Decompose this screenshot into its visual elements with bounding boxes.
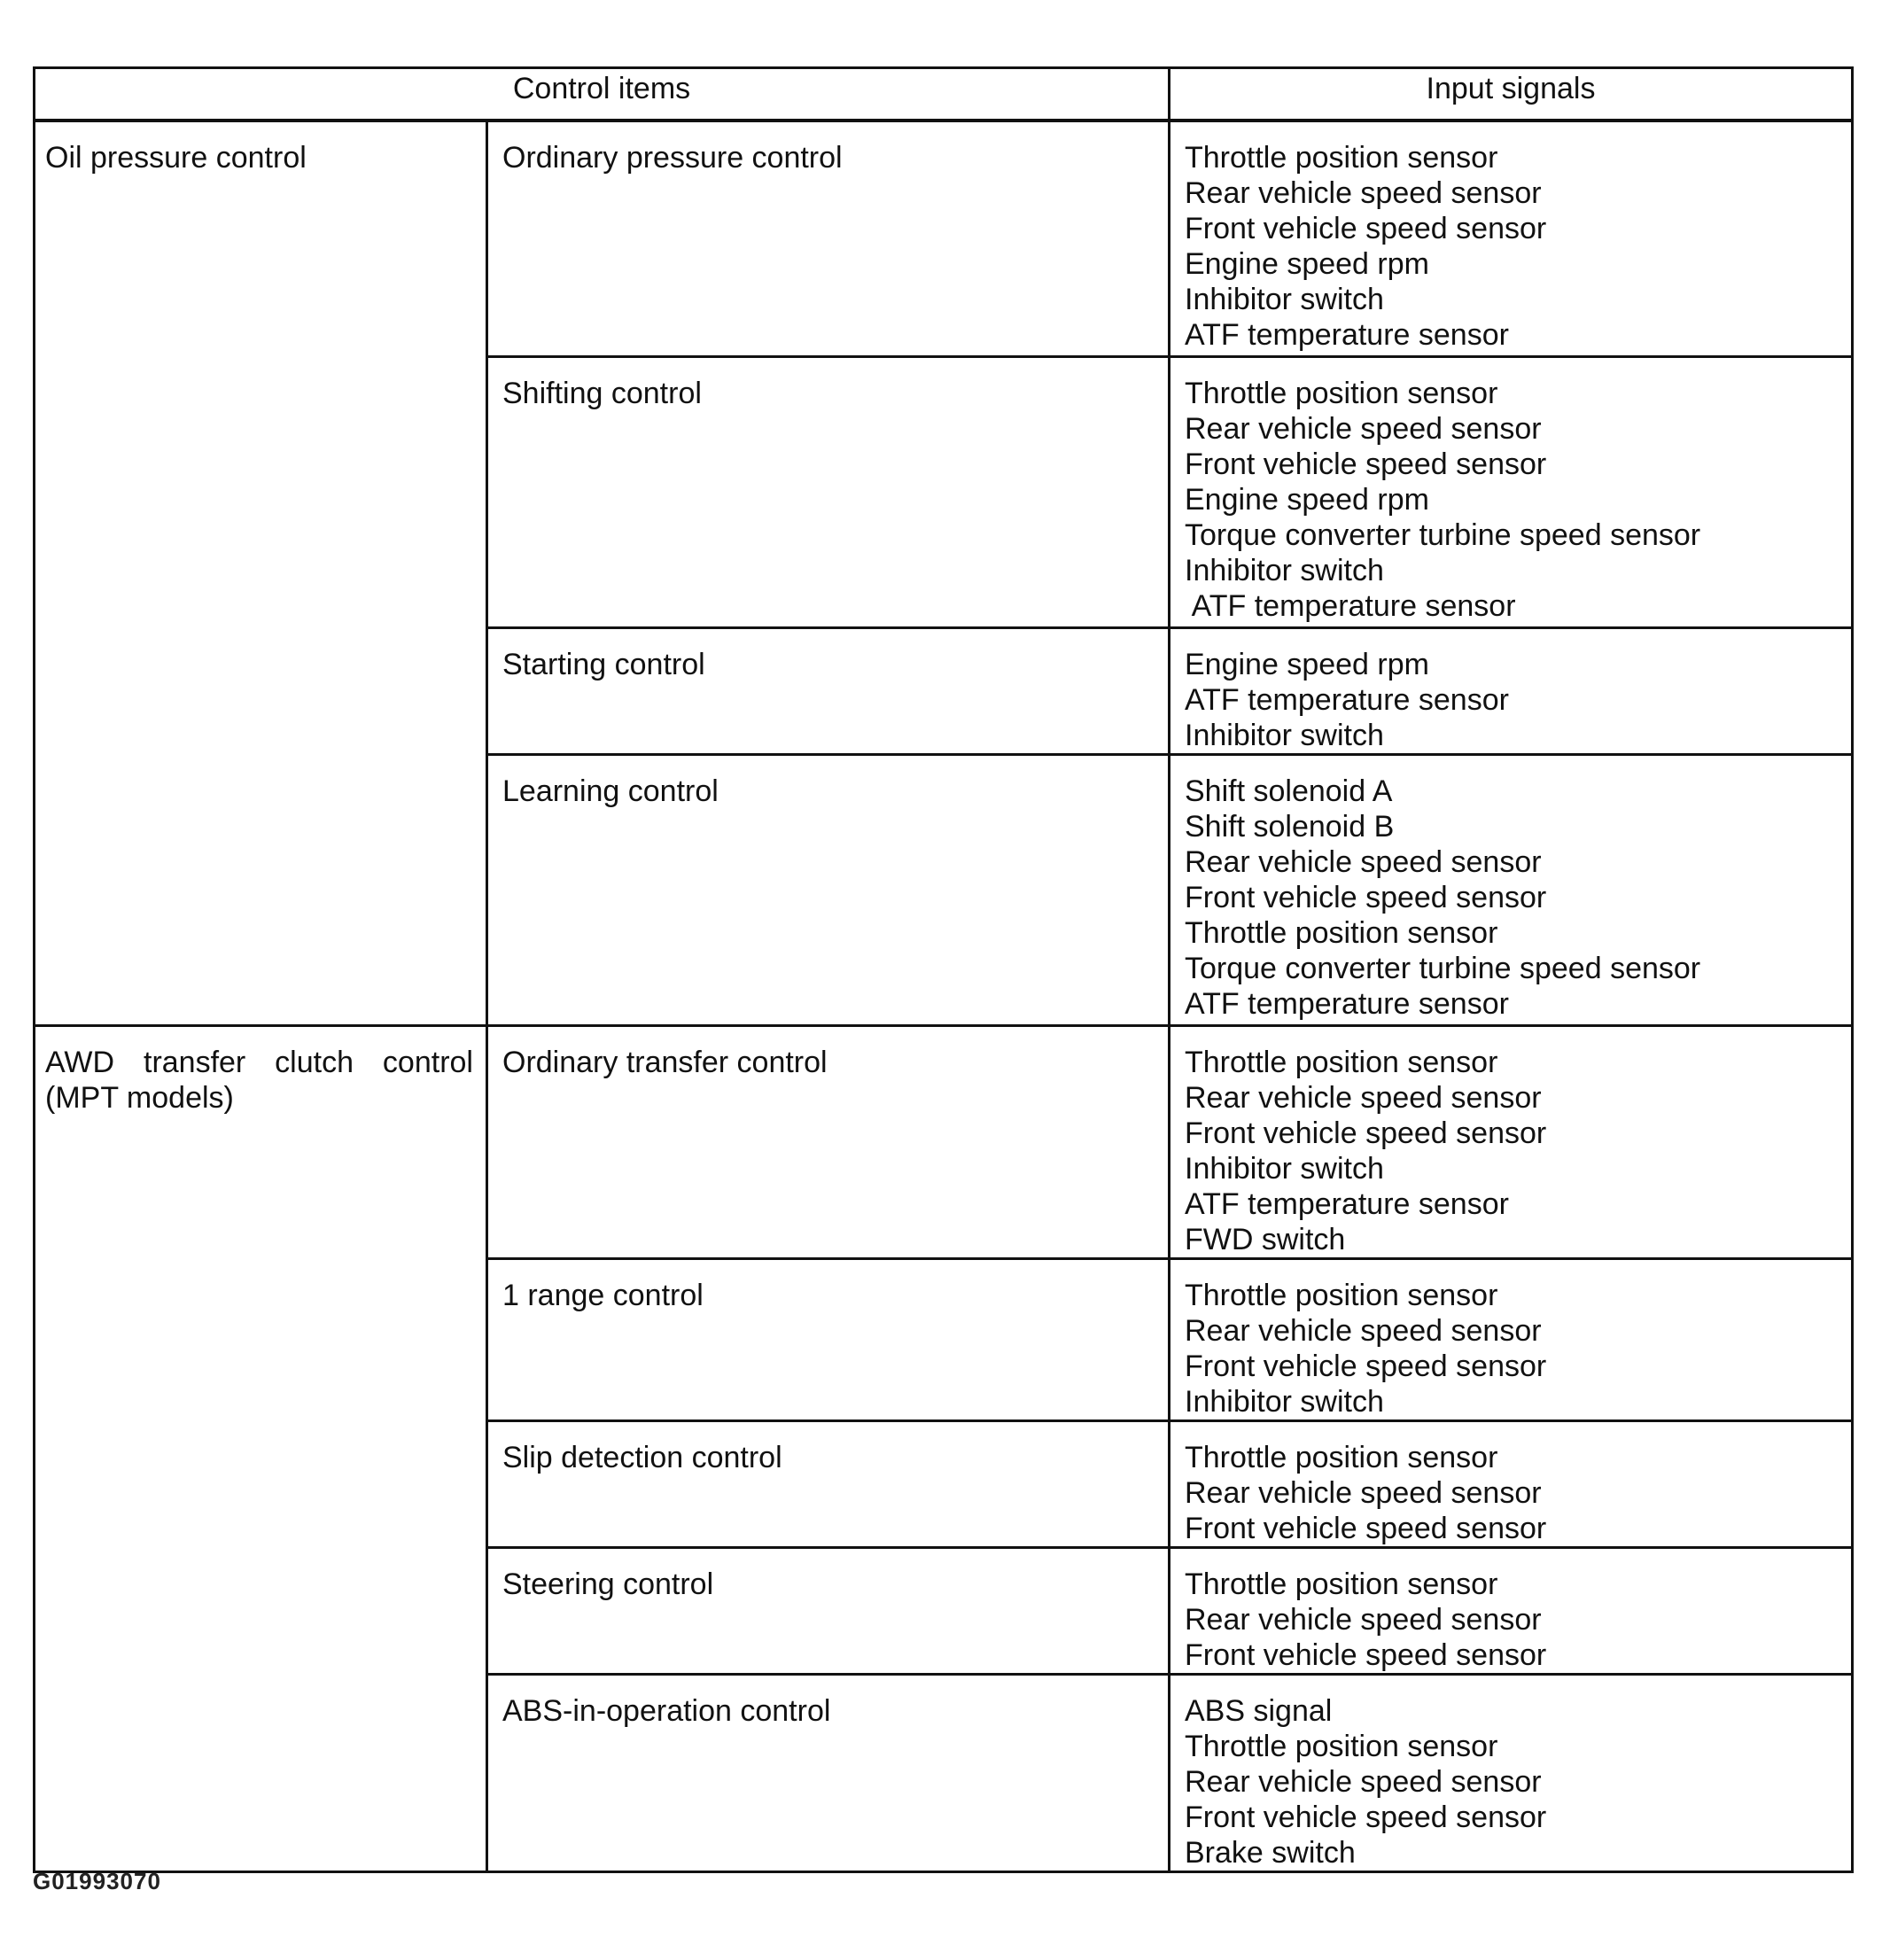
input-signal: Throttle position sensor <box>1185 1278 1498 1312</box>
control-signals-table <box>33 66 1854 1873</box>
input-signal: Throttle position sensor <box>1185 1045 1498 1079</box>
input-signal: Engine speed rpm <box>1185 647 1429 681</box>
input-signal: FWD switch <box>1185 1222 1346 1256</box>
control-category-cell <box>35 121 487 1025</box>
input-signal: ATF temperature sensor <box>1185 588 1516 623</box>
input-signal: Shift solenoid A <box>1185 774 1393 808</box>
header-control-items: Control items <box>35 68 1170 121</box>
input-signal: Engine speed rpm <box>1185 247 1429 281</box>
input-signals-cell <box>1170 356 1853 627</box>
input-signal: Throttle position sensor <box>1185 1440 1498 1474</box>
input-signal: Front vehicle speed sensor <box>1185 1800 1547 1834</box>
table-row <box>35 1025 1853 1258</box>
input-signal: Rear vehicle speed sensor <box>1185 176 1542 210</box>
control-item-cell: Starting control <box>487 627 1170 754</box>
table-body <box>35 68 1853 1872</box>
input-signal: ABS signal <box>1185 1693 1333 1728</box>
input-signal: Brake switch <box>1185 1835 1356 1870</box>
input-signal: Inhibitor switch <box>1185 1384 1384 1419</box>
control-category-label: Oil pressure control <box>45 141 307 175</box>
input-signal: ATF temperature sensor <box>1185 1186 1509 1221</box>
header-input-signals: Input signals <box>1170 68 1853 121</box>
input-signal: Inhibitor switch <box>1185 718 1384 752</box>
input-signals-cell <box>1170 1258 1853 1420</box>
input-signals-cell <box>1170 627 1853 754</box>
control-item-cell: Shifting control <box>487 356 1170 627</box>
input-signals-cell <box>1170 754 1853 1025</box>
input-signal: Front vehicle speed sensor <box>1185 1116 1547 1150</box>
input-signal: Front vehicle speed sensor <box>1185 1349 1547 1383</box>
input-signal: Throttle position sensor <box>1185 915 1498 950</box>
input-signals-cell <box>1170 1674 1853 1871</box>
input-signal: ATF temperature sensor <box>1185 318 1509 352</box>
input-signal: Front vehicle speed sensor <box>1185 447 1547 481</box>
header-row <box>35 68 1853 121</box>
input-signal: Front vehicle speed sensor <box>1185 1511 1547 1545</box>
input-signal: Rear vehicle speed sensor <box>1185 1080 1542 1115</box>
input-signal: Shift solenoid B <box>1185 809 1395 844</box>
control-item-cell: 1 range control <box>487 1258 1170 1420</box>
input-signal: Rear vehicle speed sensor <box>1185 1475 1542 1510</box>
input-signal: Torque converter turbine speed sensor <box>1185 517 1701 552</box>
input-signal: Throttle position sensor <box>1185 376 1498 410</box>
control-item-cell: Learning control <box>487 754 1170 1025</box>
input-signal: Throttle position sensor <box>1185 1729 1498 1763</box>
input-signal: Rear vehicle speed sensor <box>1185 844 1542 879</box>
input-signals-cell <box>1170 121 1853 356</box>
input-signal: Inhibitor switch <box>1185 283 1384 316</box>
input-signal: Front vehicle speed sensor <box>1185 1637 1547 1672</box>
input-signal: Rear vehicle speed sensor <box>1185 411 1542 446</box>
input-signal: ATF temperature sensor <box>1185 682 1509 717</box>
input-signal: Inhibitor switch <box>1185 1151 1384 1186</box>
input-signal: Front vehicle speed sensor <box>1185 880 1547 914</box>
input-signals-cell <box>1170 1547 1853 1674</box>
input-signal: ATF temperature sensor <box>1185 986 1509 1021</box>
control-item-cell: Ordinary pressure control <box>487 121 1170 356</box>
input-signals-cell <box>1170 1025 1853 1258</box>
control-item-cell: Ordinary transfer control <box>487 1025 1170 1258</box>
control-category-cell <box>35 1025 487 1871</box>
input-signal: Throttle position sensor <box>1185 1567 1498 1601</box>
control-category-label: AWD transfer clutch control (MPT models) <box>45 1045 473 1115</box>
input-signal: Throttle position sensor <box>1185 141 1498 175</box>
control-item-cell: ABS-in-operation control <box>487 1674 1170 1871</box>
input-signal: Front vehicle speed sensor <box>1185 212 1547 245</box>
input-signal: Rear vehicle speed sensor <box>1185 1313 1542 1348</box>
input-signals-cell <box>1170 1420 1853 1547</box>
input-signal: Torque converter turbine speed sensor <box>1185 951 1701 985</box>
figure-id: G01993070 <box>33 1868 161 1894</box>
input-signal: Rear vehicle speed sensor <box>1185 1764 1542 1799</box>
table-row <box>35 121 1853 356</box>
control-item-cell: Steering control <box>487 1547 1170 1674</box>
input-signal: Rear vehicle speed sensor <box>1185 1602 1542 1637</box>
input-signal: Engine speed rpm <box>1185 482 1429 517</box>
control-item-cell: Slip detection control <box>487 1420 1170 1547</box>
input-signal: Inhibitor switch <box>1185 553 1384 587</box>
